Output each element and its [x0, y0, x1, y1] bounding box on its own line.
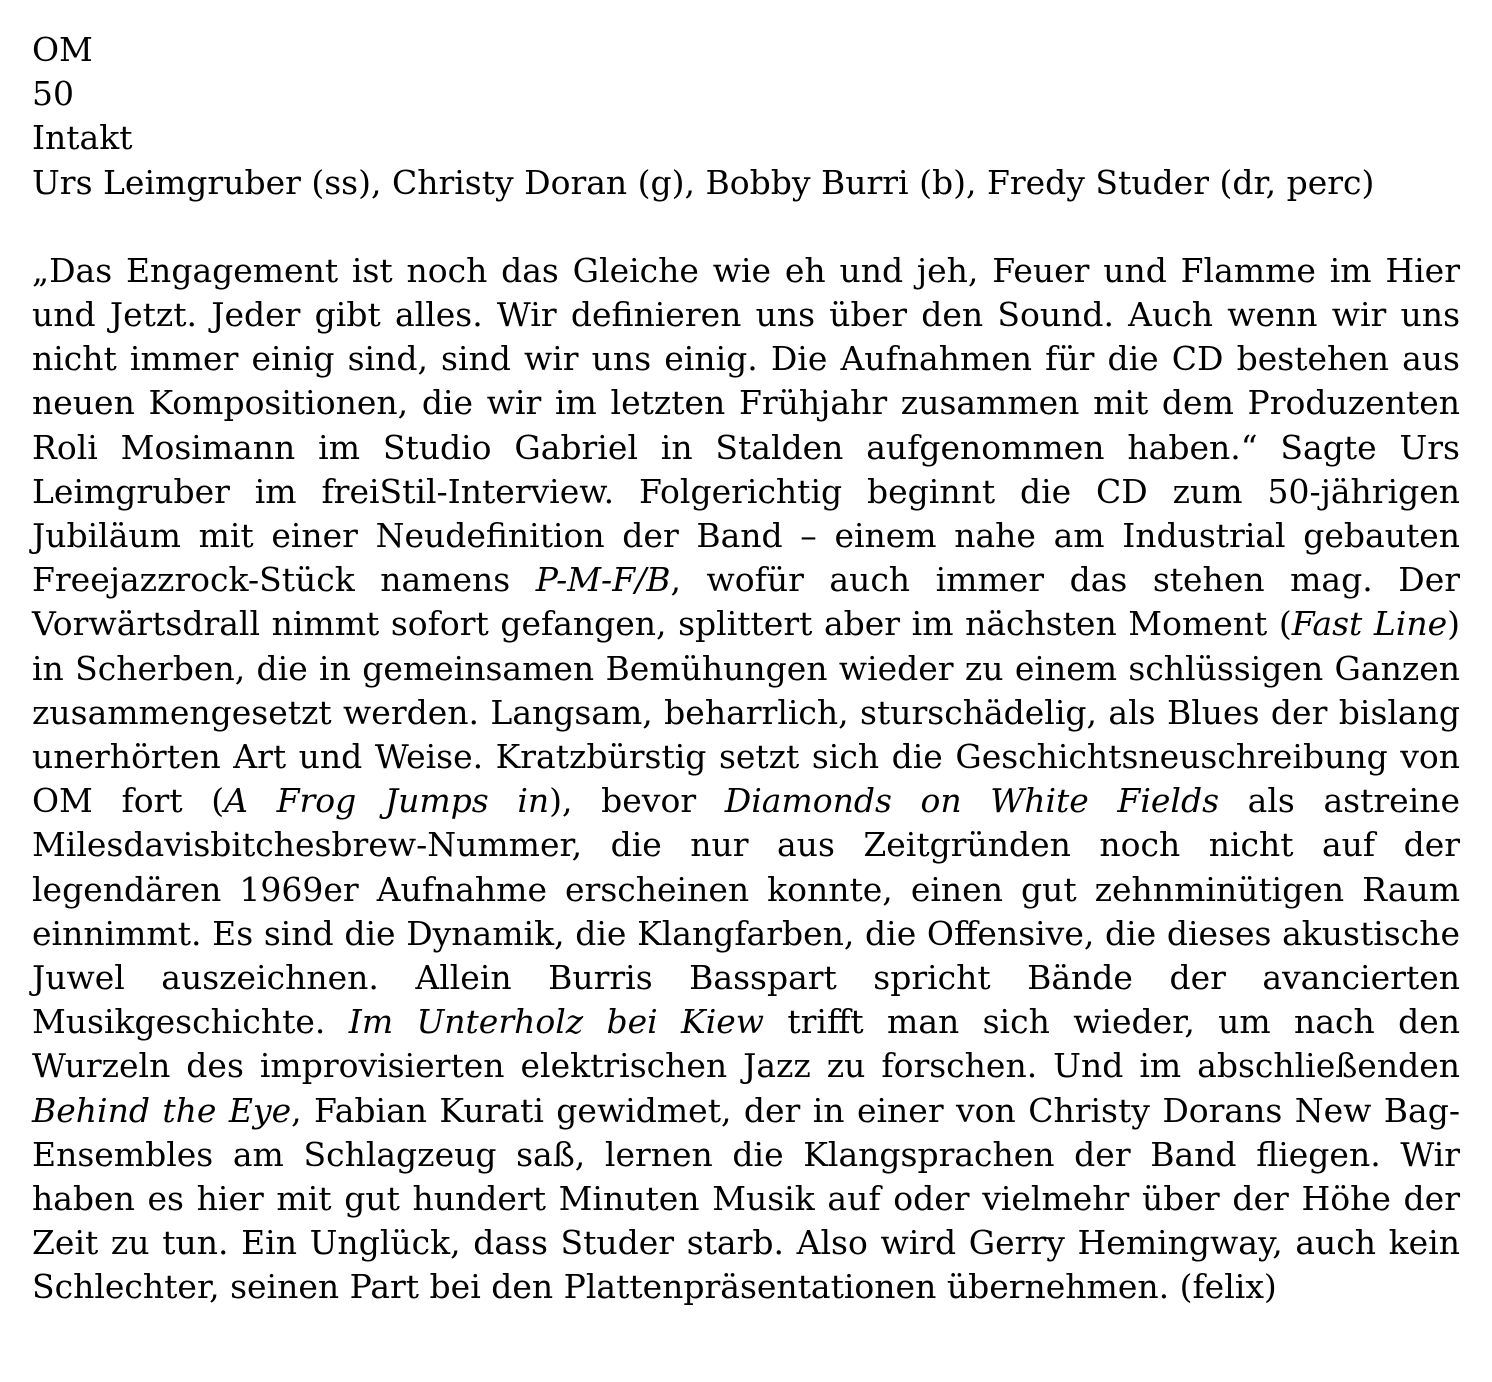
review-paragraph	[32, 249, 1460, 1310]
album-title: 50	[32, 74, 74, 114]
review-text-2: , wofür auch immer das stehen mag. Der Vorwärtsdrall nimmt sofort gefangen, splittert aber im nächsten Moment (	[32, 560, 1461, 644]
review-text-6: trifft man sich wieder, um nach den Wurzeln des improvisierten elektrischen Jazz zu forschen. Und im abschließenden	[32, 1002, 1460, 1086]
review-text-3: ) in Scherben, die in gemeinsamen Bemühungen wieder zu einem schlüssigen Ganzen zusammengesetzt werden. Langsam, beharrlich, sturschädelig, als Blues der bislang unerhörten Art und Weise. Kratzbürstig setzt sich die Geschichtsneuschreibung von OM fort (	[32, 604, 1460, 821]
track-title-a-frog-jumps-in: A Frog Jumps in	[224, 781, 550, 821]
personnel-line: Urs Leimgruber (ss), Christy Doran (g), Bobby Burri (b), Fredy Studer (dr, perc)	[32, 162, 1375, 202]
track-title-pmfb: P-M-F/B	[535, 560, 671, 600]
review-text-5: als astreine Milesdavisbitchesbrew-Nummer, die nur aus Zeitgründen noch nicht auf der legendären 1969er Aufnahme erscheinen konnte, einen gut zehnminütigen Raum einnimmt. Es sind die Dynamik, die Klangfarben, die Offensive, die dieses akustische Juwel auszeichnen. Allein Burris Basspart spricht Bände der avancierten Musikgeschichte.	[32, 781, 1460, 1042]
review-text-1: „Das Engagement ist noch das Gleiche wie eh und jeh, Feuer und Flamme im Hier und Jetzt. Jeder gibt alles. Wir definieren uns über den Sound. Auch wenn wir uns nicht immer einig sind, sind wir uns einig. Die Aufnahmen für die CD bestehen aus neuen Kompositionen, die wir im letzten Frühjahr zusammen mit dem Produzenten Roli Mosimann im Studio Gabriel in Stalden aufgenommen haben.“ Sagte Urs Leimgruber im freiStil-Interview. Folgerichtig beginnt die CD zum 50-jährigen Jubiläum mit einer Neudefinition der Band – einem nahe am Industrial gebauten Freejazzrock-Stück namens	[32, 250, 1460, 600]
record-label: Intakt	[32, 118, 133, 158]
paragraph-spacer	[32, 205, 1460, 249]
track-title-im-unterholz-bei-kiew: Im Unterholz bei Kiew	[348, 1002, 765, 1042]
track-title-behind-the-eye: Behind the Eye	[32, 1090, 292, 1130]
track-title-diamonds-on-white-fields: Diamonds on White Fields	[724, 781, 1220, 821]
artist-name: OM	[32, 30, 93, 69]
review-text-7: , Fabian Kurati gewidmet, der in einer von Christy Dorans New Bag-Ensembles am Schlagzeug saß, lernen die Klangsprachen der Band fliegen. Wir haben es hier mit gut hundert Minuten Musik auf oder vielmehr über der Höhe der Zeit zu tun. Ein Unglück, dass Studer starb. Also wird Gerry Hemingway, auch kein Schlechter, seinen Part bei den Plattenpräsentationen übernehmen. (felix)	[32, 1090, 1460, 1307]
document	[32, 28, 1460, 1310]
review-text-4: ), bevor	[549, 781, 725, 821]
track-title-fast-line: Fast Line	[1291, 604, 1448, 644]
